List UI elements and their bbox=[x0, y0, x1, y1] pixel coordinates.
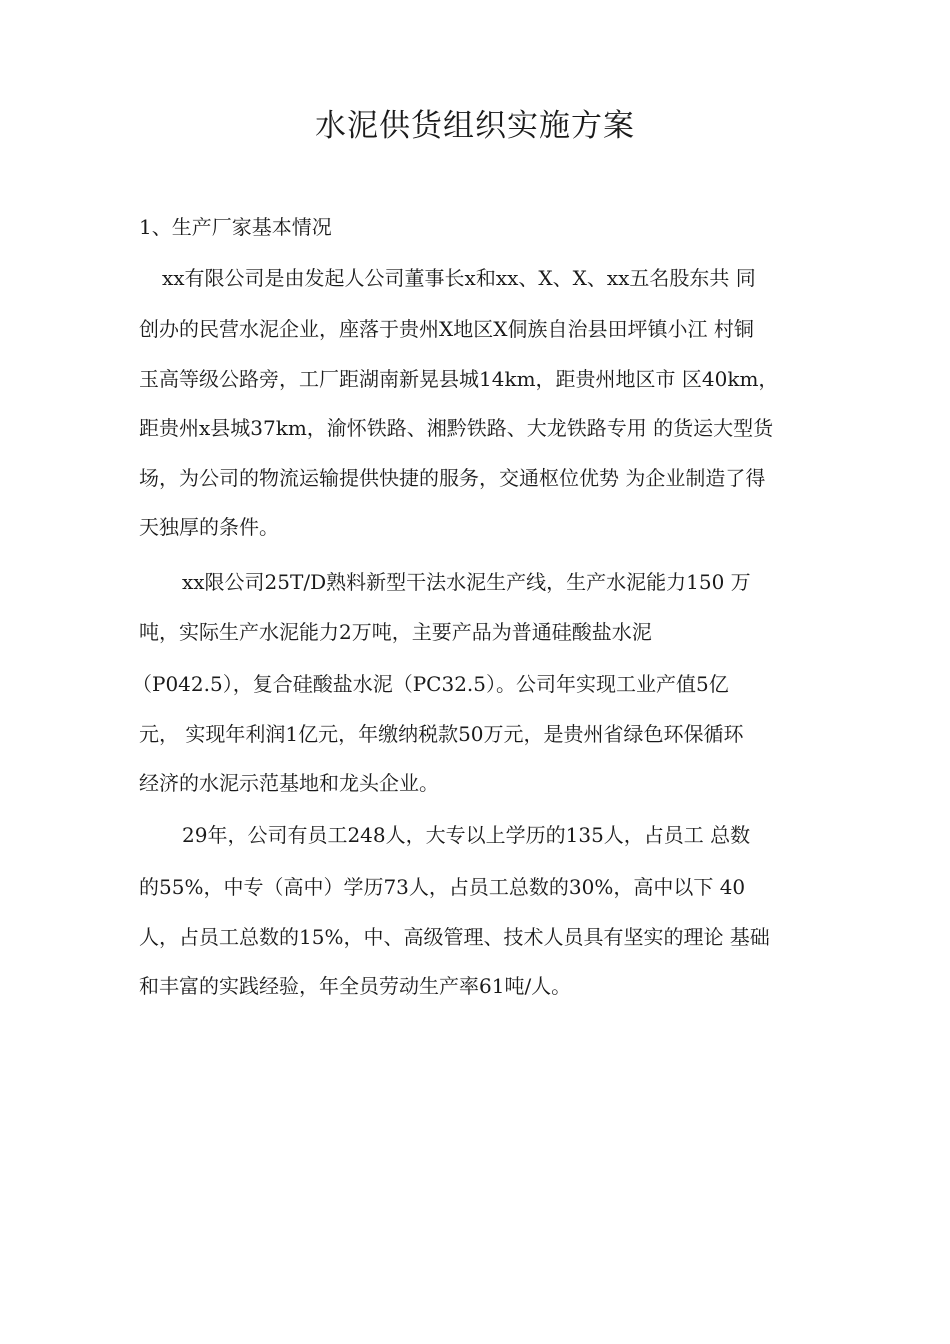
paragraph-line: 和丰富的实践经验，年全员劳动生产率61吨/人。 bbox=[139, 974, 572, 998]
paragraph-line: 玉高等级公路旁，工厂距湖南新晃县城14km，距贵州地区市 区40km， bbox=[139, 367, 779, 391]
paragraph-line: （P042.5），复合硅酸盐水泥（PC32.5）。公司年实现工业产值5亿 bbox=[132, 672, 729, 696]
paragraph-line: 创办的民营水泥企业，座落于贵州X地区X侗族自治县田坪镇小江 村铜 bbox=[139, 317, 754, 341]
paragraph-line: xx有限公司是由发起人公司董事长x和xx、X、X、xx五名股东共 同 bbox=[162, 266, 756, 290]
paragraph-line: 的55%，中专（高中）学历73人，占员工总数的30%，高中以下 40 bbox=[139, 875, 746, 899]
paragraph-line: 天独厚的条件。 bbox=[139, 515, 279, 539]
paragraph-line: 人，占员工总数的15%，中、高级管理、技术人员具有坚实的理论 基础 bbox=[139, 925, 770, 949]
paragraph-line: 距贵州x县城37km，渝怀铁路、湘黔铁路、大龙铁路专用 的货运大型货 bbox=[139, 416, 774, 440]
paragraph-line: xx限公司25T/D熟料新型干法水泥生产线，生产水泥能力150 万 bbox=[182, 570, 751, 594]
paragraph-line: 元， 实现年利润1亿元，年缴纳税款50万元，是贵州省绿色环保循环 bbox=[139, 722, 744, 746]
paragraph-line: 29年，公司有员工248人，大专以上学历的135人，占员工 总数 bbox=[182, 823, 751, 847]
section-heading: 1、生产厂家基本情况 bbox=[139, 215, 332, 239]
paragraph-line: 吨，实际生产水泥能力2万吨，主要产品为普通硅酸盐水泥 bbox=[139, 620, 652, 644]
document-title: 水泥供货组织实施方案 bbox=[315, 108, 635, 144]
paragraph-line: 场，为公司的物流运输提供快捷的服务，交通枢位优势 为企业制造了得 bbox=[139, 466, 766, 490]
paragraph-line: 经济的水泥示范基地和龙头企业。 bbox=[139, 771, 439, 795]
